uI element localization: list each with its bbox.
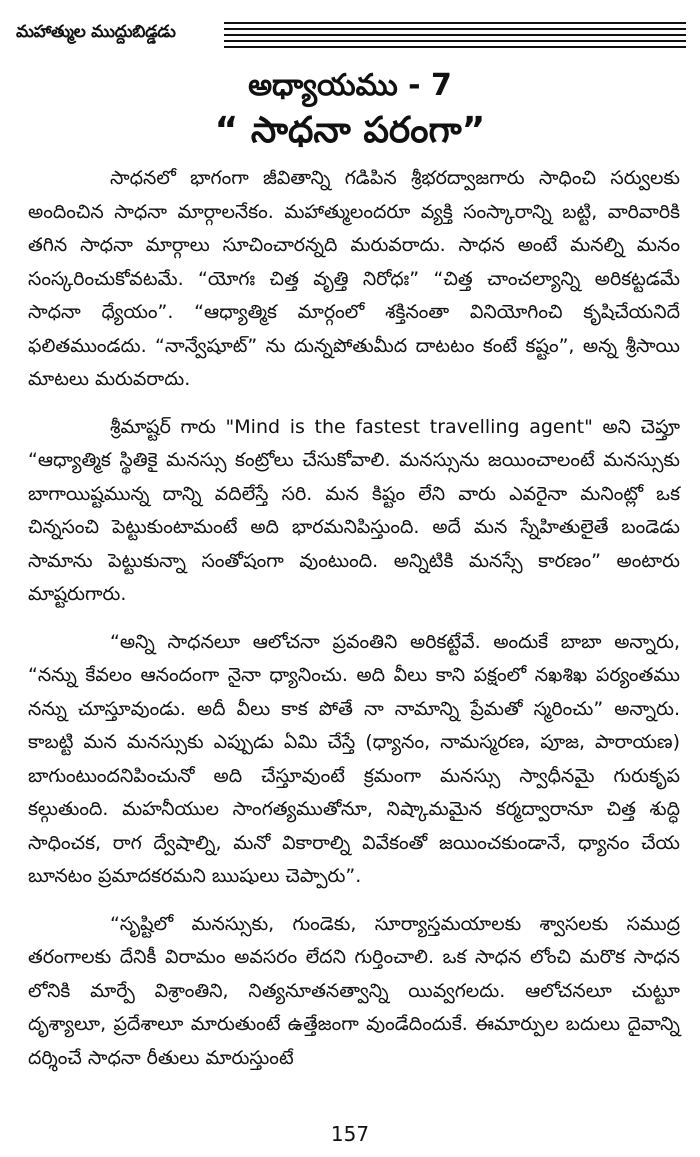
body-text xyxy=(28,162,680,1089)
running-title: మహాత్ముల ముద్దుబిడ్డడు xyxy=(16,22,176,42)
paragraph-2: శ్రీమాష్టర్ గారు "Mind is the fastest travelling agent" అని చెప్తూ “ఆధ్యాత్మిక స్థితికై మనస్సు కంట్రోలు చేసుకోవాలి. మనస్సును జయించాలంటే మనస్సుకు బాగాయిష్టమున్న దాన్ని వదిలేస్తే సరి. మన కిష్టం లేని వారు ఎవరైనా మనింట్లో ఒక చిన్నసంచి పెట్టుకుంటామంటే అది భారమనిపిస్తుంది. అదే మన స్నేహితులైతే బండెడు సామాను పెట్టుకున్నా సంతోషంగా వుంటుంది. అన్నిటికి మనస్సే కారణం” అంటారు మాష్టరుగారు. xyxy=(28,415,680,605)
header-rule xyxy=(224,22,686,24)
header-rule xyxy=(224,40,686,42)
paragraph-1: సాధనలో భాగంగా జీవితాన్ని గడిపిన శ్రీభరద్వాజగారు సాధించి సర్వులకు అందించిన సాధనా మార్గాలనేకం. మహాత్ములందరూ వ్యక్తి సంస్కారాన్ని బట్టి, వారివారికి తగిన సాధనా మార్గాలు సూచించారన్నది మరువరాదు. సాధన అంటే మనల్ని మనం సంస్కరించుకోవటమే. “యోగః చిత్త వృత్తి నిరోధః” “చిత్త చాంచల్యాన్ని అరికట్టడమే సాధనా ధ్యేయం”. “ఆధ్యాత్మిక మార్గంలో శక్తినంతా వినియోగించి కృషిచేయనిదే ఫలితముండదు. “నాన్వేషూట్” ను దున్నపోతుమీద దాటటం కంటే కష్టం”, అన్న శ్రీసాయి మాటలు మరువరాదు. xyxy=(28,167,680,390)
header-rule xyxy=(224,46,686,48)
header-rules xyxy=(224,22,686,52)
chapter-title: “ సాధనా పరంగా” xyxy=(214,110,486,151)
chapter-label: అధ్యాయము - 7 xyxy=(248,68,452,103)
running-header xyxy=(14,16,686,56)
header-rule xyxy=(224,34,686,36)
paragraph-4: “సృష్టిలో మనస్సుకు, గుండెకు, సూర్యాస్తమయాలకు శ్వాసలకు సముద్ర తరంగాలకు దేనికీ విరామం అవసరం లేదని గుర్తించాలి. ఒక సాధన లోంచి మరొక సాధన లోనికి మార్పే విశ్రాంతిని, నిత్యనూతనత్వాన్ని యివ్వగలదు. ఆలోచనలూ చుట్టూ దృశ్యాలూ, ప్రదేశాలూ మారుతుంటే ఉత్తేజంగా వుండేదిందుకే. ఈమార్పుల బదులు దైవాన్ని దర్శించే సాధనా రీతులు మారుస్తుంటే xyxy=(28,912,680,1069)
page-number: 157 xyxy=(330,1122,370,1146)
paragraph-3: “అన్ని సాధనలూ ఆలోచనా ప్రవంతిని అరికట్టేవే. అందుకే బాబా అన్నారు, “నన్ను కేవలం ఆనందంగా నైనా ధ్యానించు. అది వీలు కాని పక్షంలో నఖశిఖ పర్యంతము నన్ను చూస్తూవుండు. అదీ వీలు కాక పోతే నా నామాన్ని ప్రేమతో స్మరించు” అన్నారు. కాబట్టి మన మనస్సుకు ఎప్పుడు ఏమి చేస్తే (ధ్యానం, నామస్మరణ, పూజ, పారాయణ) బాగుంటుందనిపించునో అది చేస్తూవుంటే క్రమంగా మనస్సు స్వాధీనమై గురుకృప కల్గుతుంది. మహనీయుల సాంగత్యముతోనూ, నిష్కామమైన కర్మద్వారానూ చిత్త శుద్ధి సాధించక, రాగ ద్వేషాల్ని, మనో వికారాల్ని వివేకంతో జయించకుండానే, ధ్యానం చేయ బూనటం ప్రమాదకరమని ఋషులు చెప్పారు”. xyxy=(28,630,680,887)
header-rule xyxy=(224,28,686,30)
